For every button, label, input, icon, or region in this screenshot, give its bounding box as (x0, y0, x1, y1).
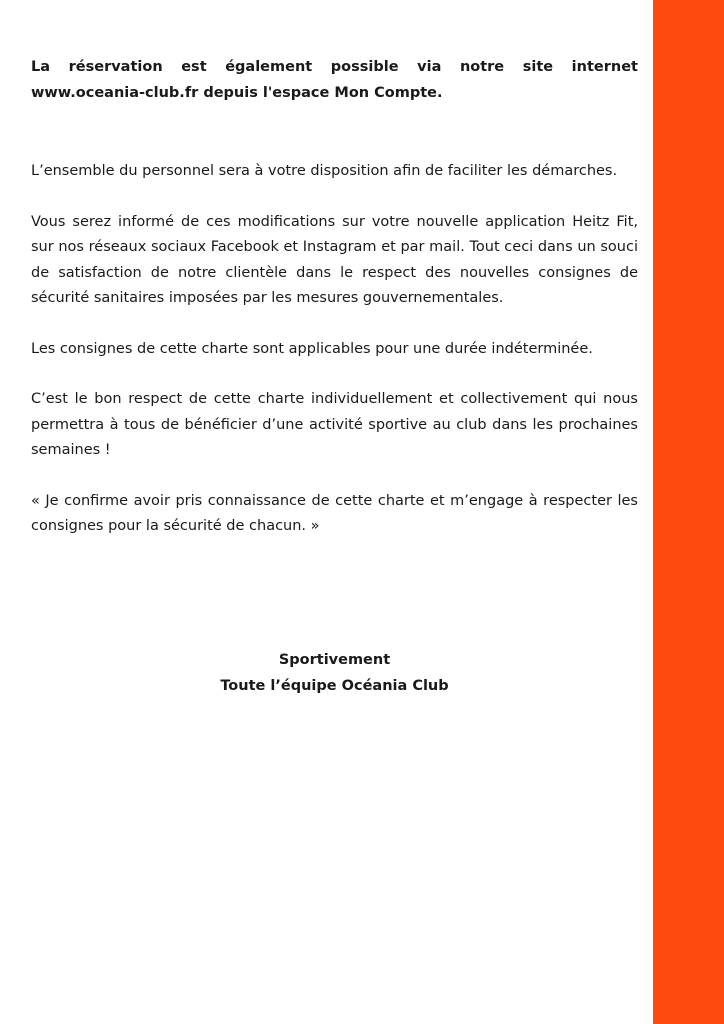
confirmation-quote: « Je confirme avoir pris connaissance de cette charte et m’engage à respecter les consignes pour la sécurité de chacun. » (31, 492, 638, 534)
closing-line: Sportivement (278, 652, 391, 668)
staff-paragraph: L’ensemble du personnel sera à votre disposition afin de faciliter les démarches. (31, 163, 618, 179)
orange-side-bar (653, 0, 724, 1024)
signature-block (31, 648, 638, 699)
respect-paragraph: C’est le bon respect de cette charte individuellement et collectivement qui nous permettra à tous de bénéficier d’une activité sportive au club dans les prochaines semaines ! (31, 391, 638, 458)
reservation-notice: La réservation est également possible via notre site internet www.oceania-club.fr depuis l'espace Mon Compte. (31, 59, 638, 101)
team-signature: Toute l’équipe Océania Club (220, 677, 449, 694)
information-paragraph: Vous serez informé de ces modifications sur votre nouvelle application Heitz Fit, sur nos réseaux sociaux Facebook et Instagram et par mail. Tout ceci dans un souci de satisfaction de notre clientèle dans le respect des nouvelles consignes de sécurité sanitaires imposées par les mesures gouvernementales. (31, 213, 638, 306)
duration-paragraph: Les consignes de cette charte sont applicables pour une durée indéterminée. (31, 340, 593, 357)
document-body (31, 55, 638, 540)
